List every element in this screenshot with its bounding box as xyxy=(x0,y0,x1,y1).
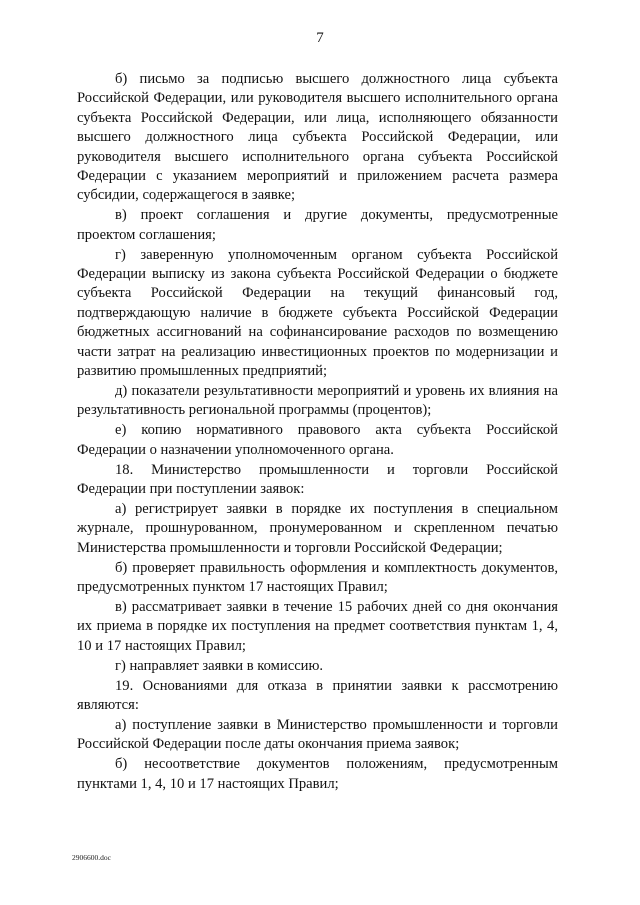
paragraph-item-d-indicators: д) показатели результативности мероприятий и уровень их влияния на результативность региональной программы (процентов); xyxy=(77,383,558,419)
paragraph-clause-18-v: в) рассматривает заявки в течение 15 рабочих дней со дня окончания их приема в порядке их поступления на предмет соответствия пунктам 1, 4, 10 и 17 настоящих Правил; xyxy=(77,598,558,654)
page-number: 7 xyxy=(316,30,324,46)
paragraph-item-g-budget-extract: г) заверенную уполномоченным органом субъекта Российской Федерации выписку из закона субъекта Российской Федерации о бюджете субъекта Российской Федерации на текущий финансовый год, подтверждающую наличие в бюджете субъекта Российской Федерации бюджетных ассигнований на софинансирование расходов по возмещению части затрат на реализацию инвестиционных проектов по модернизации и развитию промышленных предприятий; xyxy=(77,246,558,380)
paragraph-item-v-draft-agreement: в) проект соглашения и другие документы, предусмотренные проектом соглашения; xyxy=(77,207,558,243)
paragraph-clause-19-b: б) несоответствие документов положениям, предусмотренным пунктами 1, 4, 10 и 17 настоящих Правил; xyxy=(77,756,558,792)
paragraph-item-e-act-copy: е) копию нормативного правового акта субъекта Российской Федерации о назначении уполномоченного органа. xyxy=(77,422,558,458)
paragraph-item-b-letter: б) письмо за подписью высшего должностного лица субъекта Российской Федерации, или руководителя высшего исполнительного органа субъекта Российской Федерации, или лица, исполняющего обязанности высшего должностного лица субъекта Российской Федерации, или руководителя высшего исполнительного органа субъекта Российской Федерации с указанием мероприятий и приложением расчета размера субсидии, содержащегося в заявке; xyxy=(77,71,558,204)
paragraph-clause-18-b: б) проверяет правильность оформления и комплектность документов, предусмотренных пунктом 17 настоящих Правил; xyxy=(77,559,558,596)
paragraph-clause-18-a: а) регистрирует заявки в порядке их поступления в специальном журнале, прошнурованном, пронумерованном и скрепленном печатью Министерства промышленности и торговли Российской Федерации; xyxy=(77,500,558,556)
paragraph-clause-18: 18. Министерство промышленности и торговли Российской Федерации при поступлении заявок: xyxy=(77,461,558,498)
paragraph-clause-18-g: г) направляет заявки в комиссию. xyxy=(115,657,324,674)
document-file-code: 2906600.doc xyxy=(72,853,111,862)
paragraph-clause-19: 19. Основаниями для отказа в принятии заявки к рассмотрению являются: xyxy=(77,677,558,713)
paragraph-clause-19-a: а) поступление заявки в Министерство промышленности и торговли Российской Федерации после даты окончания приема заявок; xyxy=(77,716,558,753)
document-body xyxy=(77,70,558,795)
